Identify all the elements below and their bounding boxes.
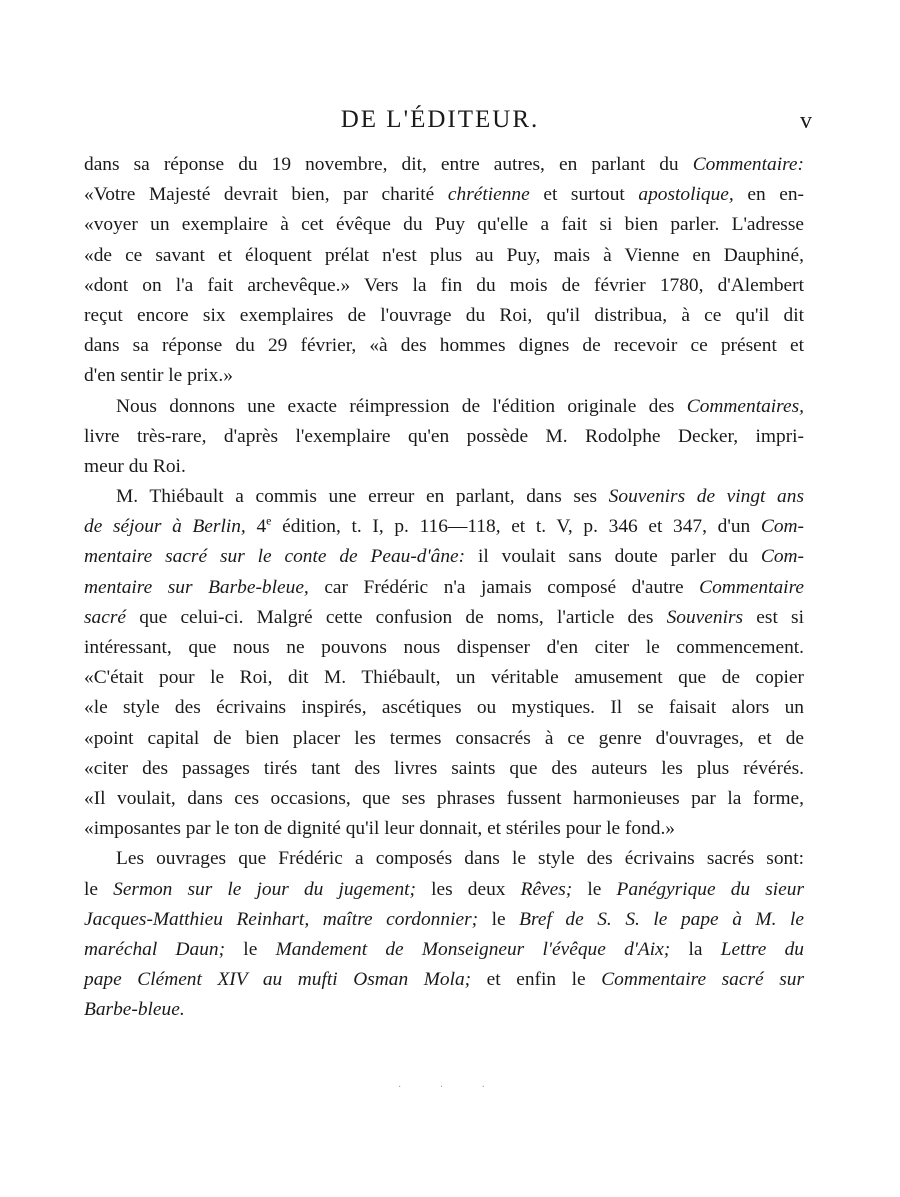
text-segment: en en-	[733, 184, 804, 206]
italic-text: Com-	[760, 516, 804, 538]
text-line	[84, 241, 804, 271]
text-line	[84, 633, 804, 663]
italic-text: Jacques-Matthieu Reinhart, maître cordonnier;	[84, 908, 479, 930]
text-line	[84, 271, 804, 301]
text-segment: meur du Roi.	[84, 455, 186, 477]
text-segment: «C'était pour le Roi, dit M. Thiébault, un véritable amusement que de copier	[84, 667, 804, 689]
text-segment: 4	[245, 516, 267, 538]
italic-text: Com-	[760, 546, 805, 568]
text-segment: «de ce savant et éloquent prélat n'est plus au Puy, mais à Vienne en Dauphiné,	[84, 244, 804, 266]
italic-text: sacré	[84, 606, 127, 628]
text-segment: M. Thiébault a commis une erreur en parlant, dans ses	[116, 486, 609, 508]
italic-text: Commentaire:	[692, 154, 804, 175]
italic-text: Commentaires,	[686, 395, 804, 417]
text-line	[84, 482, 804, 512]
text-segment: le	[225, 938, 276, 960]
text-line	[84, 724, 804, 754]
italic-text: chrétienne	[447, 184, 530, 206]
text-segment: reçut encore six exemplaires de l'ouvrage du Roi, qu'il distribua, à ce qu'il dit	[84, 304, 804, 326]
italic-text: mentaire sur Barbe-bleue,	[84, 576, 309, 598]
text-line	[84, 663, 804, 693]
text-line	[84, 180, 804, 210]
italic-text: Souvenirs	[666, 606, 744, 628]
italic-text: pape Clément XIV au mufti Osman Mola;	[84, 969, 472, 991]
text-line	[84, 995, 804, 1025]
text-segment: le	[572, 878, 617, 900]
text-segment: édition, t. I, p. 116—118, et t. V, p. 346 et 347, d'un	[271, 516, 761, 538]
text-segment: car Frédéric n'a jamais composé d'autre	[308, 576, 700, 598]
text-line	[84, 452, 804, 482]
text-line	[84, 542, 804, 572]
italic-text: Commentaire sacré sur	[601, 969, 804, 991]
text-line	[84, 905, 804, 935]
italic-text: Rêves;	[520, 878, 573, 900]
italic-text: Bref de S. S. le pape à M. le	[519, 908, 804, 930]
italic-text: Mandement de Monseigneur l'évêque d'Aix;	[275, 938, 671, 960]
text-line	[84, 935, 804, 965]
text-line	[84, 210, 804, 240]
italic-text: Panégyrique du sieur	[616, 878, 804, 900]
text-segment: livre très-rare, d'après l'exemplaire qu'en possède M. Rodolphe Decker, impri-	[84, 425, 804, 447]
text-line	[84, 844, 804, 874]
text-segment: les deux	[416, 878, 521, 900]
text-line	[84, 784, 804, 814]
text-line	[84, 754, 804, 784]
text-line	[84, 603, 804, 633]
text-line	[84, 965, 804, 995]
italic-text: Sermon sur le jour du jugement;	[113, 878, 416, 900]
decorative-dots: · · ·	[398, 1082, 503, 1093]
text-segment: Nous donnons une exacte réimpression de l'édition originale des	[116, 395, 687, 417]
text-segment: «imposantes par le ton de dignité qu'il leur donnait, et stériles pour le fond.»	[84, 818, 676, 840]
italic-text: maréchal Daun;	[84, 938, 226, 960]
text-line	[84, 512, 804, 542]
italic-text: mentaire sacré sur le conte de Peau-d'âne:	[84, 546, 466, 568]
text-segment: d'en sentir le prix.»	[84, 365, 233, 387]
text-line	[84, 693, 804, 723]
text-line	[84, 301, 804, 331]
text-line	[84, 392, 804, 422]
text-segment: il voulait sans doute parler du	[465, 546, 761, 568]
text-segment: «Il voulait, dans ces occasions, que ses phrases fussent harmonieuses par la forme,	[84, 787, 804, 809]
text-line	[84, 422, 804, 452]
text-segment: Les ouvrages que Frédéric a composés dans le style des écrivains sacrés sont:	[116, 848, 804, 870]
running-title: DE L'ÉDITEUR.	[340, 106, 540, 133]
text-segment: dans sa réponse du 29 février, «à des hommes dignes de recevoir ce présent et	[84, 335, 804, 357]
text-segment: «dont on l'a fait archevêque.» Vers la fin du mois de février 1780, d'Alembert	[84, 274, 804, 296]
italic-text: apostolique,	[638, 184, 734, 206]
superscript-text: e	[266, 513, 272, 528]
text-segment: le	[478, 908, 520, 930]
text-segment: et surtout	[529, 184, 639, 206]
text-line	[84, 814, 804, 844]
text-line	[84, 361, 804, 391]
text-segment: que celui-ci. Malgré cette confusion de noms, l'article des	[126, 606, 667, 628]
page-number: v	[800, 108, 812, 134]
text-segment: intéressant, que nous ne pouvons nous dispenser d'en citer le commencement.	[84, 637, 804, 658]
text-segment: «Votre Majesté devrait bien, par charité	[84, 184, 448, 206]
text-line	[84, 573, 804, 603]
text-segment: «citer des passages tirés tant des livres saints que des auteurs les plus révérés.	[84, 757, 804, 779]
italic-text: Souvenirs de vingt ans	[608, 486, 804, 508]
text-segment: la	[670, 938, 721, 960]
italic-text: de séjour à Berlin,	[84, 516, 246, 538]
text-segment: «voyer un exemplaire à cet évêque du Puy qu'elle a fait si bien parler. L'adresse	[84, 214, 804, 236]
italic-text: Lettre du	[720, 938, 804, 960]
text-line	[84, 150, 804, 180]
text-segment: et enfin le	[471, 969, 602, 991]
text-segment: «point capital de bien placer les termes consacrés à ce genre d'ouvrages, et de	[84, 727, 804, 749]
text-line	[84, 875, 804, 905]
text-line	[84, 331, 804, 361]
text-segment: est si	[743, 606, 804, 628]
body-text	[84, 150, 804, 1025]
page-header	[0, 106, 900, 140]
italic-text: Commentaire	[699, 576, 804, 598]
text-segment: dans sa réponse du 19 novembre, dit, entre autres, en parlant du	[84, 154, 693, 175]
text-segment: «le style des écrivains inspirés, ascétiques ou mystiques. Il se faisait alors un	[84, 697, 804, 719]
italic-text: Barbe-bleue.	[84, 999, 185, 1021]
text-segment: le	[84, 878, 114, 900]
